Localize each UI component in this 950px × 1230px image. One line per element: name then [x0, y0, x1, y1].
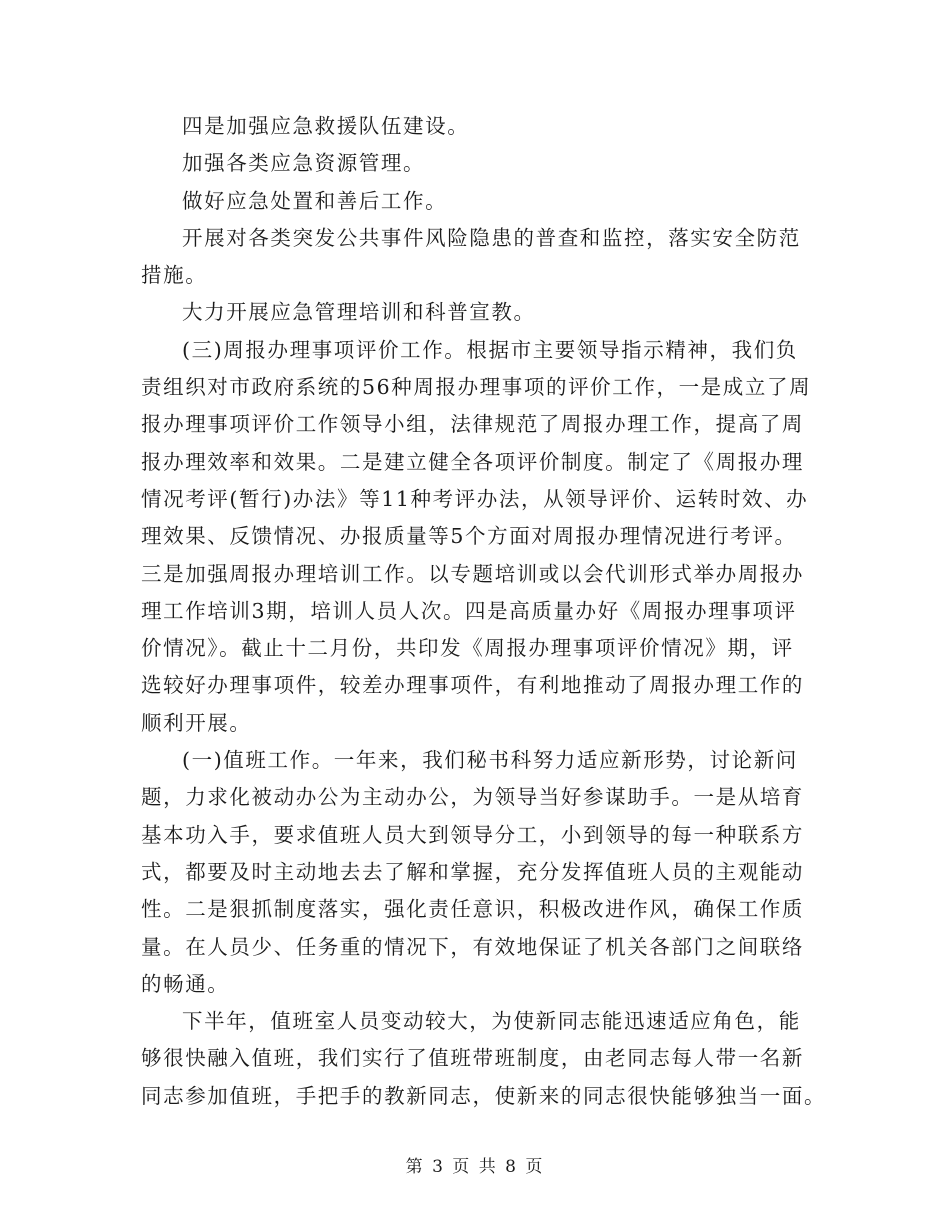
- paragraph-line: 四是加强应急救援队伍建设。: [182, 114, 470, 138]
- paragraph-line: 顺利开展。: [141, 710, 252, 735]
- paragraph-line: 下半年，值班室人员变动较大，为使新同志能迅速适应角色，能: [182, 1009, 801, 1034]
- paragraph-line: 开展对各类突发公共事件风险隐患的普查和监控，落实安全防范: [182, 225, 801, 250]
- paragraph-line: (三)周报办理事项评价工作。根据市主要领导指示精神，我们负: [182, 337, 798, 362]
- paragraph-line: 性。二是狠抓制度落实，强化责任意识，积极改进作风，确保工作质: [141, 897, 804, 922]
- page-footer: 第 3 页 共 8 页: [405, 1157, 545, 1177]
- paragraph-line: 价情况》。截止十二月份，共印发《周报办理事项评价情况》期，评: [141, 636, 794, 661]
- paragraph: [141, 1003, 827, 1115]
- paragraph: [141, 742, 811, 1003]
- paragraph-line: 理工作培训3期，培训人员人次。四是高质量办好《周报办理事项评: [141, 598, 797, 623]
- paragraph: [141, 220, 811, 295]
- paragraph-line: 做好应急处置和善后工作。: [182, 188, 448, 213]
- paragraph-line: 大力开展应急管理培训和科普宣教。: [182, 300, 536, 325]
- paragraph-line: 责组织对市政府系统的56种周报办理事项的评价工作，一是成立了周: [141, 375, 812, 400]
- paragraph-line: 三是加强周报办理培训工作。以专题培训或以会代训形式举办周报办: [141, 561, 804, 586]
- paragraph-line: (一)值班工作。一年来，我们秘书科努力适应新形势，讨论新问: [182, 748, 798, 773]
- paragraph: [141, 145, 811, 182]
- paragraph: [141, 332, 811, 742]
- paragraph-line: 的畅通。: [141, 971, 230, 996]
- paragraph: [141, 183, 811, 220]
- paragraph-line: 够很快融入值班，我们实行了值班带班制度，由老同志每人带一名新: [141, 1046, 804, 1071]
- paragraph-line: 题，力求化被动办公为主动办公，为领导当好参谋助手。一是从培育: [141, 785, 804, 810]
- paragraph-line: 理效果、反馈情况、办报质量等5个方面对周报办理情况进行考评。: [141, 524, 797, 549]
- document-body: [141, 108, 827, 1115]
- paragraph-line: 量。在人员少、任务重的情况下，有效地保证了机关各部门之间联络: [141, 934, 804, 959]
- paragraph: [141, 108, 811, 145]
- paragraph-line: 基本功入手，要求值班人员大到领导分工，小到领导的每一种联系方: [141, 822, 804, 847]
- paragraph-line: 报办理效率和效果。二是建立健全各项评价制度。制定了《周报办理: [141, 449, 804, 474]
- paragraph: [141, 294, 811, 331]
- paragraph-line: 加强各类应急资源管理。: [182, 151, 426, 176]
- paragraph-line: 报办理事项评价工作领导小组，法律规范了周报办理工作，提高了周: [141, 412, 804, 437]
- paragraph-line: 式，都要及时主动地去去了解和掌握，充分发挥值班人员的主观能动: [141, 859, 804, 884]
- paragraph-line: 措施。: [141, 263, 208, 288]
- paragraph-line: 同志参加值班，手把手的教新同志，使新来的同志很快能够独当一面。: [141, 1083, 827, 1108]
- paragraph-line: 情况考评(暂行)办法》等11种考评办法，从领导评价、运转时效、办: [141, 486, 809, 511]
- paragraph-line: 选较好办理事项件，较差办理事项件，有利地推动了周报办理工作的: [141, 673, 804, 698]
